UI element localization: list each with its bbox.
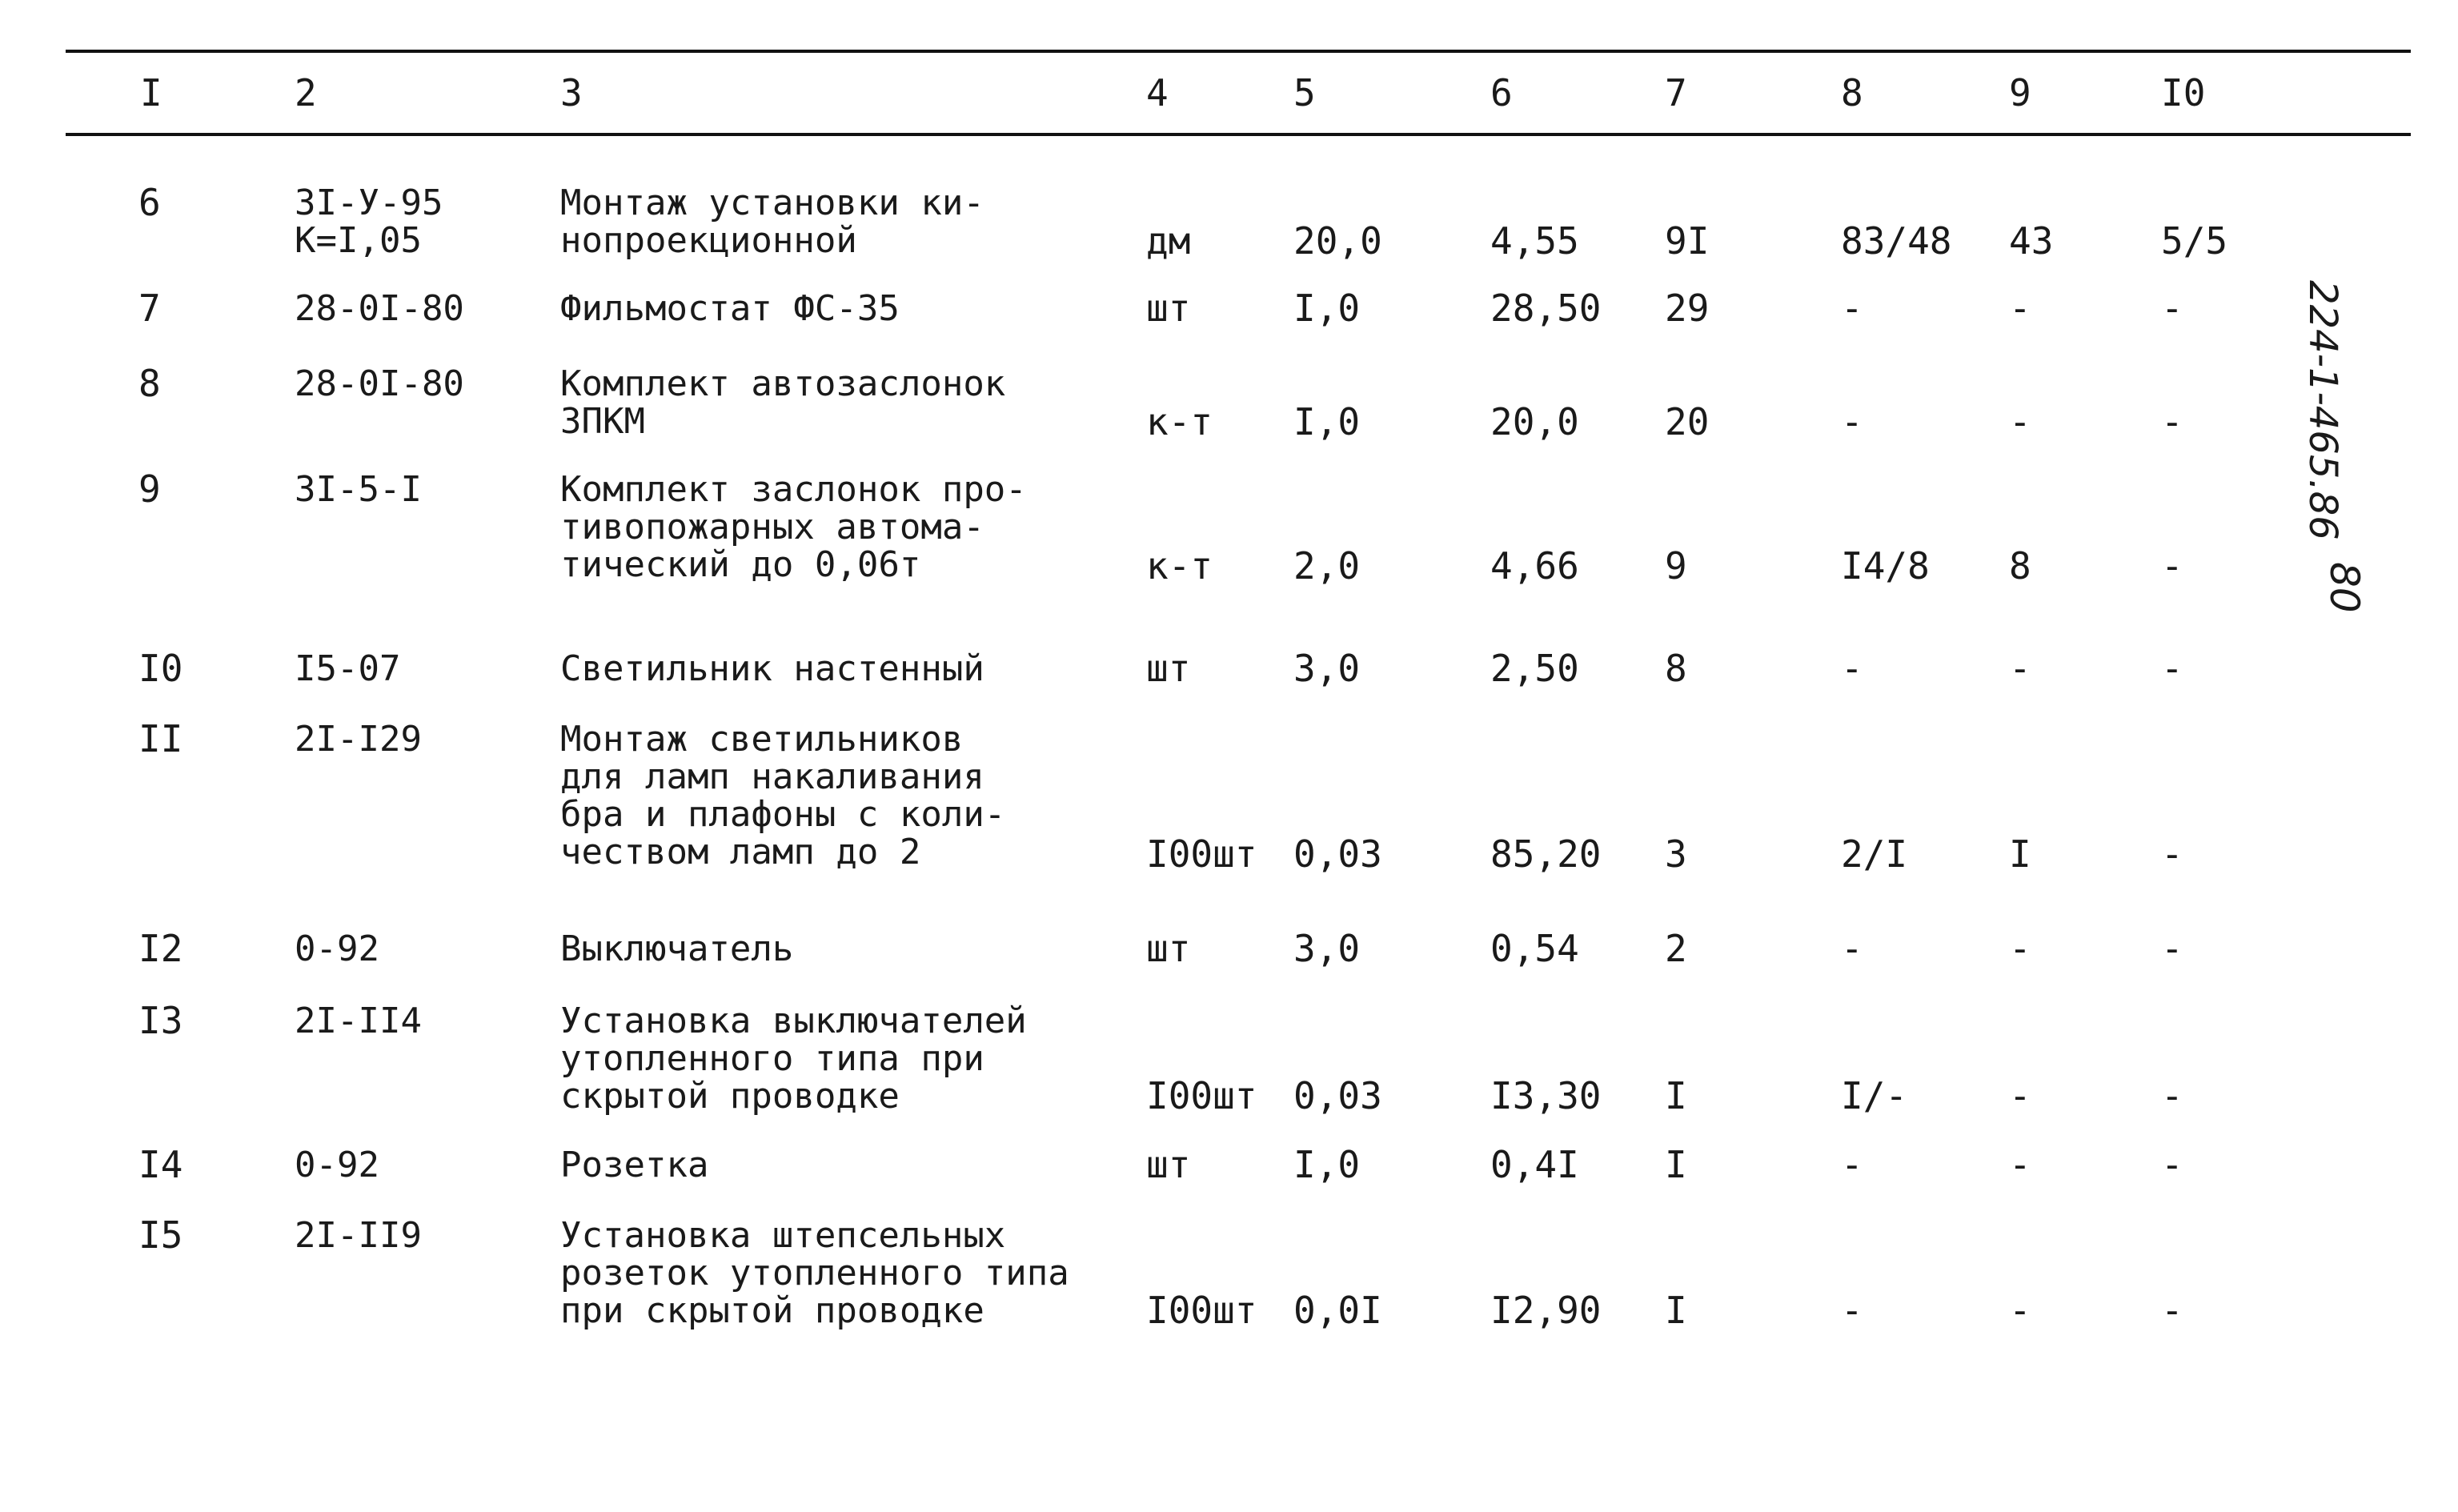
row-unit: к-т: [1146, 400, 1213, 443]
row-total: 2: [1665, 927, 1687, 970]
row-description: Установка штепсельных розеток утопленного типа при скрытой проводке: [560, 1215, 1069, 1331]
row-col10: -: [2161, 400, 2183, 443]
row-description: Фильмостат ФС-35: [560, 288, 900, 329]
row-col10: -: [2161, 647, 2183, 690]
row-col8: I4/8: [1841, 544, 1930, 588]
row-price: 0,54: [1490, 927, 1579, 970]
row-number: 8: [138, 362, 161, 405]
row-col8: 83/48: [1841, 219, 1952, 263]
row-unit: шт: [1146, 1143, 1191, 1186]
row-col10: -: [2161, 1289, 2183, 1332]
row-quantity: 2,0: [1293, 544, 1361, 588]
row-code: 28-0I-80: [295, 363, 464, 404]
row-total: 29: [1665, 287, 1710, 330]
row-total: 8: [1665, 647, 1687, 690]
row-unit: к-т: [1146, 544, 1213, 588]
row-col9: 43: [2009, 219, 2054, 263]
row-col10: -: [2161, 287, 2183, 330]
column-header-2: 2: [295, 71, 317, 114]
row-col9: 8: [2009, 544, 2031, 588]
row-number: I2: [138, 927, 183, 970]
document-code: 224-1-465.86: [2300, 280, 2345, 540]
row-price: 28,50: [1490, 287, 1602, 330]
row-quantity: I,0: [1293, 1143, 1361, 1186]
row-col8: -: [1841, 1143, 1863, 1186]
row-number: 9: [138, 467, 161, 511]
row-col8: -: [1841, 287, 1863, 330]
row-col10: -: [2161, 1143, 2183, 1186]
row-unit: I00шт: [1146, 1289, 1257, 1332]
row-price: 2,50: [1490, 647, 1579, 690]
row-quantity: 0,0I: [1293, 1289, 1382, 1332]
row-quantity: 20,0: [1293, 219, 1382, 263]
column-header-4: 4: [1146, 71, 1169, 114]
row-col8: -: [1841, 1289, 1863, 1332]
row-description: Розетка: [560, 1145, 709, 1185]
row-total: I: [1665, 1289, 1687, 1332]
row-number: 7: [138, 287, 161, 330]
row-number: I4: [138, 1143, 183, 1186]
row-price: 4,66: [1490, 544, 1579, 588]
row-number: I0: [138, 647, 183, 690]
row-unit: I00шт: [1146, 832, 1257, 876]
row-description: Установка выключателей утопленного типа при скрытой проводке: [560, 1001, 1027, 1117]
row-code: 28-0I-80: [295, 288, 464, 329]
column-header-5: 5: [1293, 71, 1316, 114]
row-price: 20,0: [1490, 400, 1579, 443]
row-price: I3,30: [1490, 1074, 1602, 1117]
top-rule: [66, 50, 2411, 53]
row-unit: I00шт: [1146, 1074, 1257, 1117]
row-unit: шт: [1146, 647, 1191, 690]
row-col9: I: [2009, 832, 2031, 876]
row-quantity: 0,03: [1293, 1074, 1382, 1117]
column-header-7: 7: [1665, 71, 1687, 114]
row-col8: -: [1841, 647, 1863, 690]
row-total: 9I: [1665, 219, 1710, 263]
row-total: I: [1665, 1143, 1687, 1186]
row-unit: шт: [1146, 287, 1191, 330]
row-quantity: 0,03: [1293, 832, 1382, 876]
row-code: 3I-У-95 К=I,05: [295, 182, 443, 261]
row-col9: -: [2009, 400, 2031, 443]
row-number: I3: [138, 999, 183, 1042]
row-quantity: I,0: [1293, 287, 1361, 330]
row-description: Выключатель: [560, 928, 794, 969]
row-price: 0,4I: [1490, 1143, 1579, 1186]
row-col10: -: [2161, 1074, 2183, 1117]
row-col8: -: [1841, 400, 1863, 443]
column-header-8: 8: [1841, 71, 1863, 114]
column-header-10: I0: [2161, 71, 2206, 114]
row-number: II: [138, 717, 183, 760]
row-col9: -: [2009, 1289, 2031, 1332]
column-header-6: 6: [1490, 71, 1513, 114]
row-col10: -: [2161, 544, 2183, 588]
row-total: 3: [1665, 832, 1687, 876]
row-quantity: 3,0: [1293, 647, 1361, 690]
row-code: 3I-5-I: [295, 469, 422, 510]
row-code: 0-92: [295, 1145, 379, 1185]
row-price: 85,20: [1490, 832, 1602, 876]
row-col10: -: [2161, 927, 2183, 970]
row-col8: -: [1841, 927, 1863, 970]
row-col9: -: [2009, 927, 2031, 970]
row-quantity: I,0: [1293, 400, 1361, 443]
row-col8: 2/I: [1841, 832, 1908, 876]
row-col10: -: [2161, 832, 2183, 876]
row-code: I5-07: [295, 648, 401, 689]
row-col9: -: [2009, 1074, 2031, 1117]
row-code: 0-92: [295, 928, 379, 969]
row-unit: шт: [1146, 927, 1191, 970]
row-col8: I/-: [1841, 1074, 1908, 1117]
row-col9: -: [2009, 287, 2031, 330]
row-description: Монтаж светильников для ламп накаливания бра и плафоны с коли- чеством ламп до 2: [560, 719, 1006, 872]
column-header-3: 3: [560, 71, 583, 114]
row-col10: 5/5: [2161, 219, 2228, 263]
row-price: I2,90: [1490, 1289, 1602, 1332]
row-description: Монтаж установки ки- нопроекционной: [560, 182, 984, 261]
row-number: I5: [138, 1213, 183, 1257]
row-col9: -: [2009, 1143, 2031, 1186]
row-total: I: [1665, 1074, 1687, 1117]
row-col9: -: [2009, 647, 2031, 690]
row-description: Светильник настенный: [560, 648, 984, 689]
row-number: 6: [138, 181, 161, 224]
header-rule: [66, 133, 2411, 136]
page-number: 80: [2321, 562, 2368, 613]
row-description: Комплект заслонок про- тивопожарных автома- тический до 0,06т: [560, 469, 1027, 585]
column-header-1: I: [140, 71, 162, 114]
row-total: 9: [1665, 544, 1687, 588]
column-header-9: 9: [2009, 71, 2031, 114]
row-code: 2I-II4: [295, 1001, 422, 1041]
row-code: 2I-II9: [295, 1215, 422, 1256]
row-price: 4,55: [1490, 219, 1579, 263]
row-quantity: 3,0: [1293, 927, 1361, 970]
row-unit: дм: [1146, 219, 1191, 263]
row-total: 20: [1665, 400, 1710, 443]
row-code: 2I-I29: [295, 719, 422, 760]
row-description: Комплект автозаслонок ЗПКМ: [560, 363, 1006, 442]
